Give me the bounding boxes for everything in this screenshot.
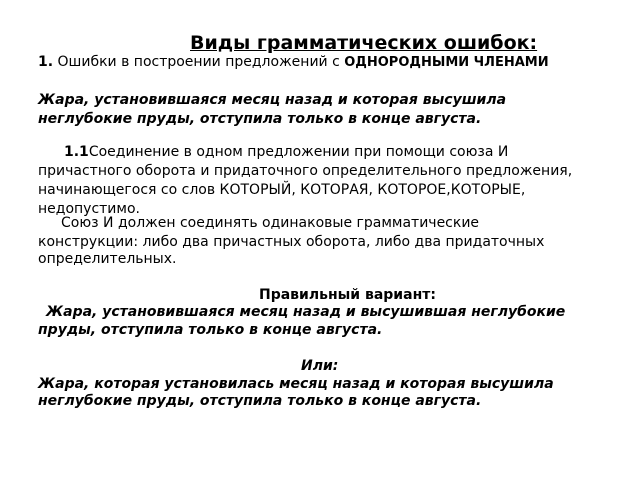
rule-line-2: причастного оборота и придаточного определительного предложения, — [38, 163, 573, 179]
example-line-2: неглубокие пруды, отступила только в конце августа. — [38, 111, 482, 127]
rule-line-6: конструкции: либо два причастных оборота, либо два придаточных — [38, 234, 545, 250]
rule-number: 1.1 — [64, 144, 89, 160]
rule-line-5: Союз И должен соединять одинаковые грамматические — [61, 215, 480, 231]
alternative-line-2: неглубокие пруды, отступила только в конце августа. — [38, 393, 482, 409]
correct-heading: Правильный вариант: — [259, 287, 436, 303]
alternative-heading: Или: — [301, 358, 339, 374]
rule-line-1-text: Соединение в одном предложении при помощи союза И — [88, 144, 509, 160]
item-1-emphasis: ОДНОРОДНЫМИ ЧЛЕНАМИ — [344, 55, 549, 70]
item-1-number: 1. — [38, 54, 54, 70]
rule-line-7: определительных. — [38, 251, 177, 267]
alternative-line-1: Жара, которая установилась месяц назад и которая высушила — [38, 376, 554, 392]
slide-title: Виды грамматических ошибок: — [190, 32, 538, 54]
item-1 — [38, 53, 549, 72]
item-1-text: Ошибки в построении предложений с — [57, 54, 345, 70]
correct-line-1: Жара, установившаяся месяц назад и высушившая неглубокие — [46, 304, 566, 320]
correct-line-2: пруды, отступила только в конце августа. — [38, 322, 383, 338]
example-line-1: Жара, установившаяся месяц назад и которая высушила — [38, 92, 507, 108]
rule-line-4: недопустимо. — [38, 201, 140, 217]
rule-line-3: начинающегося со слов КОТОРЫЙ, КОТОРАЯ, КОТОРОЕ,КОТОРЫЕ, — [38, 182, 526, 198]
rule-line-1 — [64, 143, 508, 162]
